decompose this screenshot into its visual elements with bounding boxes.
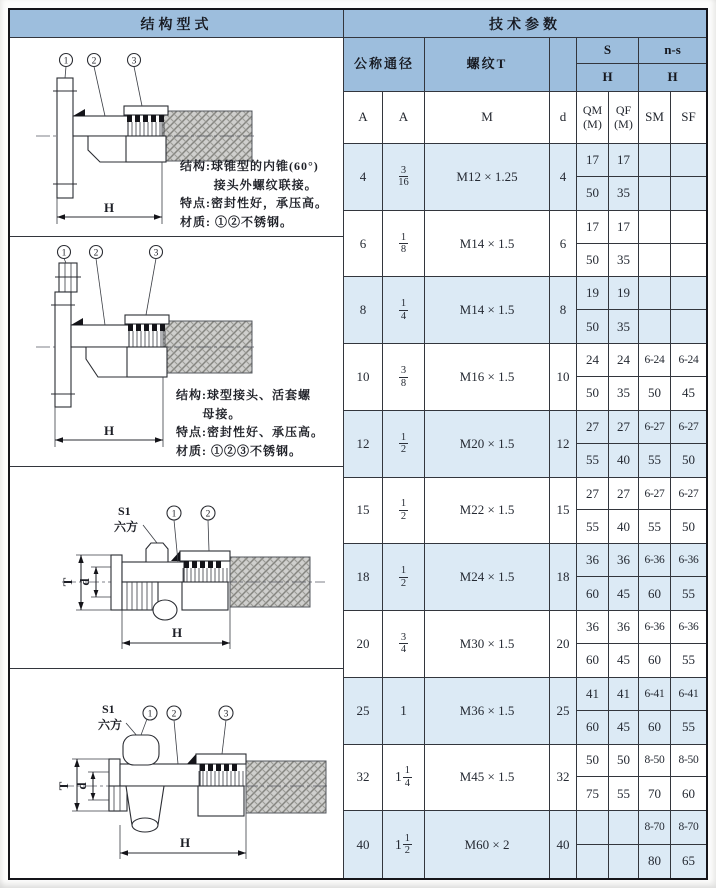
- cell-qf-bottom: 35: [609, 177, 639, 210]
- inch-fraction: 1: [400, 702, 407, 718]
- cell-qf-top: 36: [609, 611, 639, 644]
- cell-sm-top: 6-27: [639, 411, 671, 444]
- cell-qf-top: 36: [609, 544, 639, 577]
- inch-fraction: 1 4: [400, 298, 407, 322]
- inch-fraction: 1 1 4: [395, 765, 410, 789]
- cell-qf-bottom: [609, 845, 639, 878]
- cell-nominal-mm: 12: [344, 411, 383, 477]
- cell-thread: M20 × 1.5: [425, 411, 550, 477]
- cell-d: 32: [550, 745, 577, 811]
- cell-nominal-inch: [383, 811, 425, 878]
- cell-qm-bottom: 55: [577, 444, 609, 477]
- cell-qf-bottom: 45: [609, 577, 639, 610]
- cell-nominal-mm: 15: [344, 478, 383, 544]
- cell-nominal-inch: [383, 211, 425, 277]
- cell-nominal-mm: 25: [344, 678, 383, 744]
- callout-2: 2: [93, 248, 99, 259]
- cell-qm-bottom: [577, 845, 609, 878]
- cell-sm-bottom: [639, 244, 671, 277]
- cell-sf-top: [671, 277, 706, 310]
- note-line: 特点:密封性好，承压高。: [180, 196, 328, 210]
- swivel-cap: [123, 735, 159, 765]
- table-row: [344, 344, 706, 411]
- callout-2: 2: [171, 709, 177, 720]
- cell-nominal-inch: [383, 411, 425, 477]
- h-dim-label: H: [103, 423, 115, 438]
- cell-qm-top: 36: [577, 611, 609, 644]
- cell-nominal-inch: [383, 745, 425, 811]
- drawing-panel-1: [10, 38, 343, 237]
- title-band: [10, 10, 706, 38]
- cell-d: 4: [550, 144, 577, 210]
- cell-qf-top: 27: [609, 411, 639, 444]
- cell-sf-bottom: 55: [682, 719, 695, 735]
- h-subheader-1: H: [577, 64, 639, 92]
- h-dim-label: H: [103, 200, 115, 215]
- thread-group-header: 螺纹T: [425, 38, 550, 92]
- col-header-sm: SM: [639, 92, 671, 144]
- cell-thread: M14 × 1.5: [425, 211, 550, 277]
- structure-drawings-column: [10, 38, 344, 878]
- cell-qf-bottom: 45: [609, 644, 639, 677]
- hex-text-label: 六方: [114, 520, 139, 534]
- t-dim-label: T: [60, 577, 75, 587]
- cell-qm-bottom: 75: [577, 777, 609, 810]
- cell-thread: M30 × 1.5: [425, 611, 550, 677]
- cell-nominal-mm: 8: [344, 277, 383, 343]
- fitting-body: [109, 735, 200, 832]
- callout-2: 2: [91, 56, 97, 67]
- fitting-body: [71, 318, 129, 377]
- col-header-a-inch: A: [383, 92, 425, 144]
- cell-qm-top: 17: [577, 144, 609, 177]
- cell-sm-top: [639, 211, 671, 244]
- cell-qf-top: 17: [609, 144, 639, 177]
- cell-qm-top: 17: [577, 211, 609, 244]
- cell-nominal-mm: 4: [344, 144, 383, 210]
- cell-qm-bottom: 50: [577, 177, 609, 210]
- cell-sf-bottom: [671, 310, 706, 343]
- cell-sf-top: 6-27: [671, 411, 706, 444]
- cell-sf-top: 6-24: [671, 344, 706, 377]
- cell-sf-bottom: [671, 244, 706, 277]
- cell-sf-bottom: 50: [682, 518, 695, 534]
- cell-qf-bottom: 55: [609, 777, 639, 810]
- panel-2-notes: [176, 386, 339, 460]
- cell-d: 6: [550, 211, 577, 277]
- cell-qm-bottom: 60: [577, 644, 609, 677]
- cell-qm-bottom: 60: [577, 711, 609, 744]
- table-content: [10, 38, 706, 878]
- s1-label: S1: [118, 504, 131, 518]
- cell-sf-top: 8-50: [671, 745, 706, 778]
- cell-qm-top: 41: [577, 678, 609, 711]
- callout-1: 1: [147, 709, 153, 720]
- cell-nominal-mm: 10: [344, 344, 383, 410]
- inch-fraction: 1 1 2: [395, 832, 410, 857]
- table-row: [344, 277, 706, 344]
- callout-3: 3: [223, 709, 229, 720]
- cell-nominal-mm: 32: [344, 745, 383, 811]
- cell-sf-bottom: 55: [682, 585, 695, 601]
- d-dim-label: d: [74, 782, 89, 790]
- cell-nominal-mm: 18: [344, 544, 383, 610]
- table-row: [344, 411, 706, 478]
- note-line: 材质: ①②不锈钢。: [180, 214, 293, 229]
- cell-sm-top: 6-27: [639, 478, 671, 511]
- cell-thread: M22 × 1.5: [425, 478, 550, 544]
- inch-fraction: 3 8: [400, 364, 407, 389]
- cell-sm-bottom: [639, 310, 671, 343]
- cell-d: 10: [550, 344, 577, 410]
- h-dim-label: H: [179, 835, 191, 850]
- d-dim-label: d: [77, 578, 92, 586]
- cell-nominal-inch: [383, 678, 425, 744]
- ball-joint: [153, 600, 177, 620]
- parameters-column: [344, 38, 706, 878]
- note-line: 材质: ①②③不锈钢。: [176, 443, 302, 458]
- table-row: [344, 544, 706, 611]
- cell-sf-bottom: 65: [682, 853, 695, 869]
- drawing-panel-2: [10, 237, 343, 467]
- cell-sf-top: 6-36: [671, 544, 706, 577]
- cell-d: 18: [550, 544, 577, 610]
- spec-table: [8, 8, 708, 880]
- cell-qm-bottom: 50: [577, 377, 609, 410]
- drawing-panel-3: [10, 467, 343, 669]
- cell-qf-bottom: 40: [609, 444, 639, 477]
- cell-d: 12: [550, 411, 577, 477]
- structure-type-header: 结构型式: [10, 10, 344, 37]
- cell-sf-bottom: 55: [682, 652, 695, 668]
- cell-qf-bottom: 35: [609, 310, 639, 343]
- cell-qf-top: 41: [609, 678, 639, 711]
- hex-text-label: 六方: [98, 718, 123, 732]
- cell-d: 8: [550, 277, 577, 343]
- cell-nominal-inch: [383, 277, 425, 343]
- cell-nominal-inch: [383, 478, 425, 544]
- cell-nominal-inch: [383, 144, 425, 210]
- cell-nominal-mm: 40: [344, 811, 383, 878]
- inch-fraction: 3 16: [398, 164, 409, 189]
- cell-qf-top: [609, 811, 639, 844]
- cell-qm-bottom: 50: [577, 244, 609, 277]
- crimp-collar: [124, 106, 168, 162]
- cell-qf-bottom: 35: [609, 244, 639, 277]
- cell-sm-bottom: 70: [639, 777, 671, 810]
- cell-sm-top: 6-24: [639, 344, 671, 377]
- table-row: [344, 211, 706, 278]
- cell-sm-top: [639, 144, 671, 177]
- callout-3: 3: [153, 248, 159, 259]
- col-header-qf: QF (M): [609, 92, 639, 144]
- table-row: [344, 678, 706, 745]
- note-line: 结构:球锥型的内锥(60°): [180, 159, 319, 173]
- inch-fraction: 1 2: [400, 498, 407, 522]
- cell-thread: M12 × 1.25: [425, 144, 550, 210]
- cell-sf-top: 6-36: [671, 611, 706, 644]
- hex-label: [114, 504, 157, 543]
- cell-qm-top: 50: [577, 745, 609, 778]
- table-rows: [344, 144, 706, 878]
- cell-sf-top: [671, 211, 706, 244]
- s1-label: S1: [102, 702, 115, 716]
- cell-d: 20: [550, 611, 577, 677]
- cell-qm-top: 27: [577, 411, 609, 444]
- fitting-body: [73, 109, 128, 162]
- cell-nominal-inch: [383, 344, 425, 410]
- cell-sf-bottom: 45: [682, 385, 695, 401]
- d-column-spacer: [550, 38, 577, 92]
- cell-d: 40: [550, 811, 577, 878]
- hex-flat: [146, 543, 168, 562]
- cell-thread: M16 × 1.5: [425, 344, 550, 410]
- cell-qm-top: 24: [577, 344, 609, 377]
- cell-sf-top: 8-70: [671, 811, 706, 844]
- cell-sm-bottom: 60: [639, 644, 671, 677]
- callout-1: 1: [171, 509, 177, 520]
- ns-group-header: n-s: [639, 38, 706, 64]
- table-row: [344, 745, 706, 812]
- hex-fitting-drawing-4: [10, 669, 343, 872]
- inch-fraction: 1 2: [400, 431, 407, 456]
- cell-sf-top: 6-27: [671, 478, 706, 511]
- cell-sm-top: 6-36: [639, 544, 671, 577]
- cell-sf-bottom: 50: [682, 452, 695, 468]
- cell-thread: M45 × 1.5: [425, 745, 550, 811]
- cell-sf-bottom: 60: [682, 785, 695, 801]
- panel-1-notes: [180, 157, 340, 231]
- table-row: [344, 144, 706, 211]
- nominal-diameter-group-header: 公称通径: [344, 38, 425, 92]
- cell-qm-bottom: 60: [577, 577, 609, 610]
- cell-sm-bottom: 50: [639, 377, 671, 410]
- table-row: [344, 811, 706, 878]
- fitting-body: [111, 543, 184, 620]
- cell-nominal-inch: [383, 544, 425, 610]
- cell-nominal-mm: 6: [344, 211, 383, 277]
- hex-label: [98, 702, 138, 737]
- cell-sm-top: 8-70: [639, 811, 671, 844]
- drawing-panel-4: [10, 669, 343, 878]
- col-header-sf: SF: [671, 92, 706, 144]
- h-dim-label: H: [171, 625, 183, 640]
- cell-qf-bottom: 40: [609, 510, 639, 543]
- cell-qf-top: 24: [609, 344, 639, 377]
- hex-fitting-drawing-3: [10, 467, 343, 667]
- flange: [53, 78, 77, 198]
- hose-braid: [246, 761, 326, 813]
- cell-qm-top: 19: [577, 277, 609, 310]
- cell-qm-bottom: 50: [577, 310, 609, 343]
- cell-sm-bottom: 55: [639, 444, 671, 477]
- cell-sm-bottom: [639, 177, 671, 210]
- cell-qf-bottom: 35: [609, 377, 639, 410]
- callout-1: 1: [63, 56, 69, 67]
- cell-thread: M14 × 1.5: [425, 277, 550, 343]
- note-line: 特点:密封性好、承压高。: [176, 425, 324, 439]
- cell-sm-top: 6-36: [639, 611, 671, 644]
- cell-nominal-inch: [383, 611, 425, 677]
- note-line: 结构:球型接头、活套螺: [176, 388, 311, 402]
- cell-qm-top: [577, 811, 609, 844]
- cell-sm-bottom: 80: [639, 845, 671, 878]
- technical-parameters-header: 技术参数: [344, 10, 706, 37]
- callout-2: 2: [205, 509, 211, 520]
- cell-sf-top: [671, 144, 706, 177]
- cell-thread: M24 × 1.5: [425, 544, 550, 610]
- s-group-header: S: [577, 38, 639, 64]
- h-subheader-2: H: [639, 64, 706, 92]
- cell-sm-bottom: 60: [639, 711, 671, 744]
- cell-sf-bottom: [671, 177, 706, 210]
- callout-3: 3: [131, 56, 137, 67]
- cell-sm-bottom: 55: [639, 510, 671, 543]
- inch-fraction: 1 8: [400, 231, 407, 256]
- cell-d: 15: [550, 478, 577, 544]
- cell-thread: M60 × 2: [425, 811, 550, 878]
- cell-sm-top: 8-50: [639, 745, 671, 778]
- cell-sm-top: 6-41: [639, 678, 671, 711]
- cell-qf-bottom: 45: [609, 711, 639, 744]
- table-row: [344, 611, 706, 678]
- col-header-a-mm: A: [344, 92, 383, 144]
- cell-qf-top: 19: [609, 277, 639, 310]
- cell-nominal-mm: 20: [344, 611, 383, 677]
- cell-qf-top: 27: [609, 478, 639, 511]
- cell-sm-bottom: 60: [639, 577, 671, 610]
- col-header-qm: QM (M): [577, 92, 609, 144]
- cell-qf-top: 17: [609, 211, 639, 244]
- inch-fraction: 1 2: [400, 565, 407, 589]
- cell-qm-top: 27: [577, 478, 609, 511]
- cell-sf-top: 6-41: [671, 678, 706, 711]
- cell-qm-bottom: 55: [577, 510, 609, 543]
- cell-thread: M36 × 1.5: [425, 678, 550, 744]
- cell-qf-top: 50: [609, 745, 639, 778]
- table-row: [344, 478, 706, 545]
- col-header-m: M: [425, 92, 550, 144]
- cell-sm-top: [639, 277, 671, 310]
- callout-1: 1: [61, 248, 67, 259]
- note-line: 母接。: [202, 406, 242, 421]
- cell-qm-top: 36: [577, 544, 609, 577]
- inch-fraction: 3 4: [400, 631, 407, 656]
- note-line: 接头外螺纹联接。: [213, 177, 318, 192]
- col-header-d: d: [550, 92, 577, 144]
- table-header: [344, 38, 706, 144]
- cell-d: 25: [550, 678, 577, 744]
- crimp-collar: [125, 315, 169, 377]
- t-dim-label: T: [56, 781, 71, 791]
